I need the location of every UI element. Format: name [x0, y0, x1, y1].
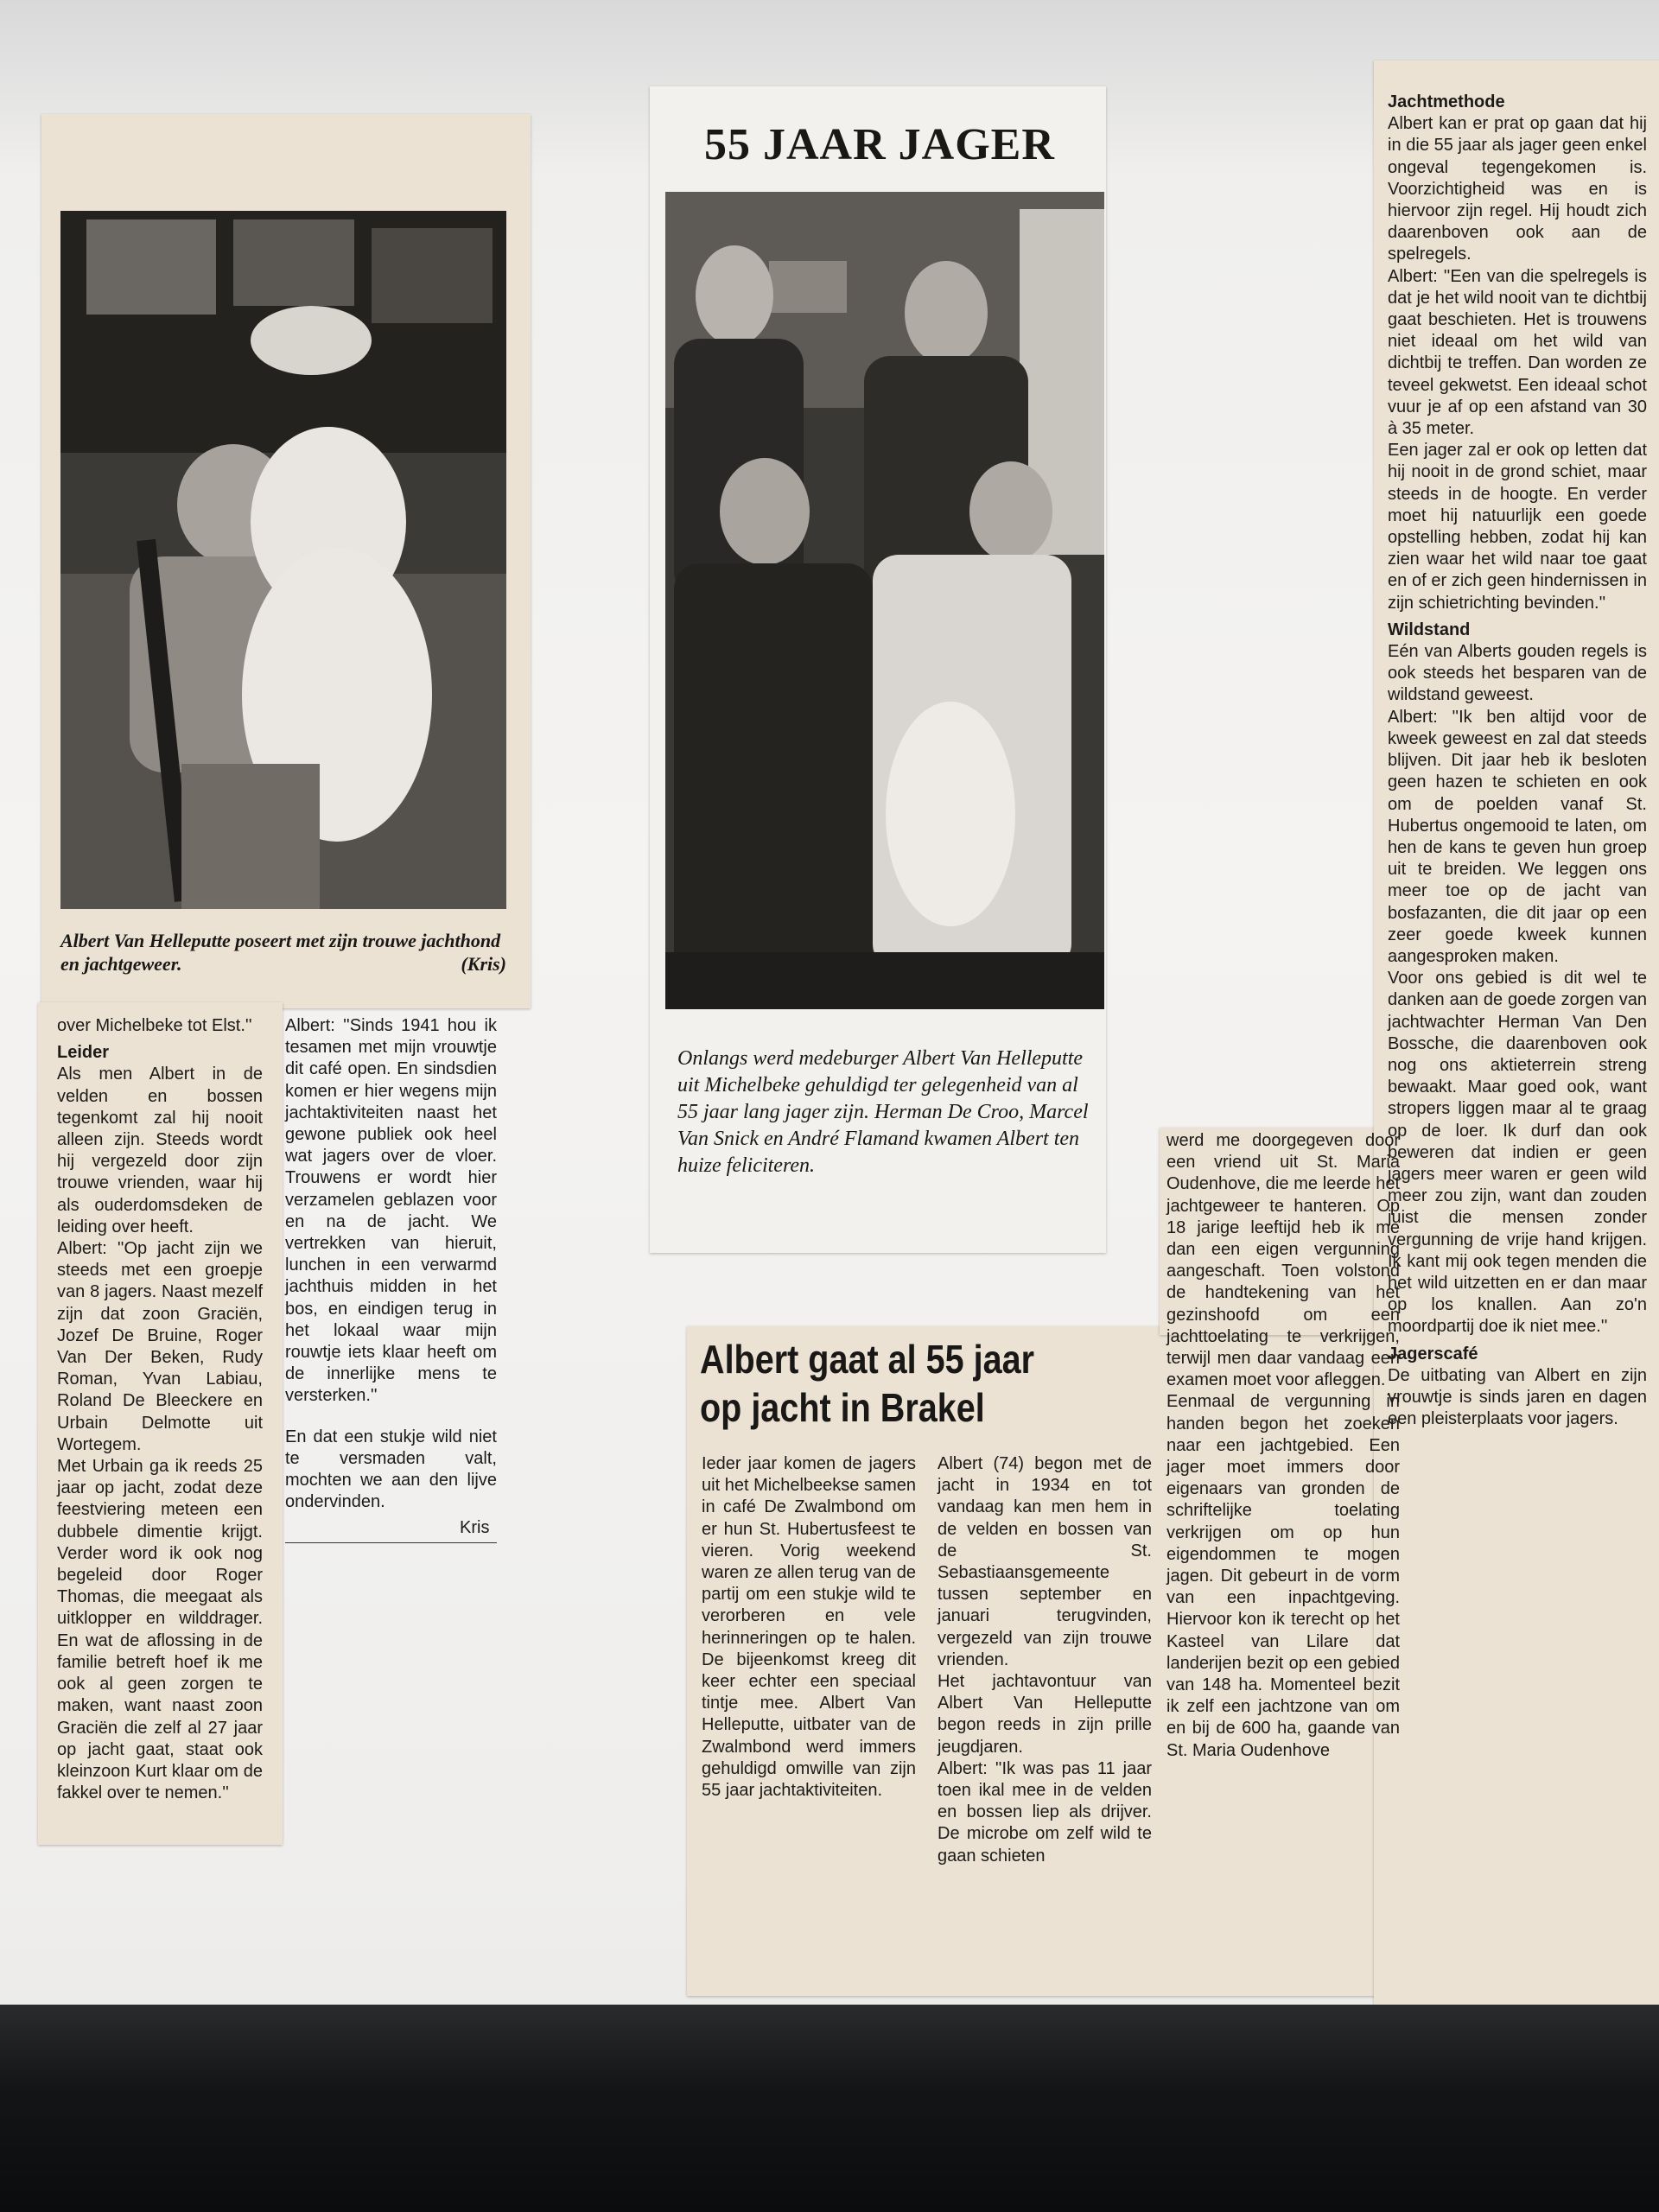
right-subheading-jagerscafe: Jagerscafé	[1388, 1344, 1478, 1363]
left-caption-credit: (Kris)	[461, 953, 506, 975]
main-col3-para: werd me doorgegeven door een vriend uit St. Maria Oudenhove, die me leerde het jachtgeweer te hanteren. Op 18 jarige leeftijd heb ik me dan een eigen vergunning aangeschaft. Toen volstond de handtekening van het gezinshoofd om een jachttoelating te verkrijgen, terwijl men daar vandaag een examen moet voor afleggen.	[1166, 1131, 1400, 1390]
main-article-column-2	[938, 1453, 1152, 1866]
main-article-column-3	[1166, 1130, 1400, 1852]
center-photo-caption: Onlangs werd medeburger Albert Van Helleputte uit Michelbeke gehuldigd ter gelegenheid van al 55 jaar lang jager zijn. Herman De Croo, Marcel Van Snick en André Flamand kwamen Albert ten huize feliciteren.	[677, 1047, 1089, 1177]
left-article-credit: Kris	[460, 1518, 490, 1537]
left-col1-para: Albert: ''Op jacht zijn we steeds met een groepje van 8 jagers. Naast mezelf zijn dat zoon Graciën, Jozef De Bruine, Roger Van Der Beken, Rudy Roman, Yvan Labiau, Roland De Bleeckere en Urbain Delmotte uit Wortegem.	[57, 1239, 263, 1454]
left-col2-para: En dat een stukje wild niet te versmaden valt, mochten we aan den lijve ondervinden.	[285, 1427, 497, 1512]
hunter-with-dog-illustration	[60, 211, 506, 909]
right-para: Albert kan er prat op gaan dat hij in die 55 jaar als jager geen enkel ongeval tegengekomen is. Voorzichtigheid was en is hiervoor zijn regel. Hij houdt zich daarenboven ook aan de spelregels.	[1388, 114, 1647, 264]
left-article-column-1	[57, 1015, 263, 1827]
right-article-column	[1388, 86, 1647, 1832]
main-col2-para: Albert (74) begon met de jacht in 1934 en tot vandaag kan men hem in de velden en bossen van de St. Sebastiaansgemeente tussen september en januari terugvinden, vergezeld van zijn trouwe vrienden.	[938, 1454, 1152, 1669]
hunter-with-dog-photo	[60, 211, 506, 909]
left-caption-text: Albert Van Helleputte poseert met zijn trouwe jachthond en jachtgeweer.	[60, 930, 501, 975]
main-article-column-1	[702, 1453, 916, 1851]
left-col1-subheading-leider: Leider	[57, 1043, 110, 1063]
right-para: Een jager zal er ook op letten dat hij nooit in de grond schiet, maar steeds in de hoogte. En verder moet hij natuurlijk een goede opstelling hebben, zodat hij kan zien waar het wild naar toe gaat en of er zich geen hindernissen in zijn schietrichting bevinden.''	[1388, 441, 1647, 613]
left-col2-para: Albert: ''Sinds 1941 hou ik tesamen met mijn vrouwtje dit café open. En sindsdien komen er hier wegens mijn jachtaktiviteiten naast het gewone publiek ook heel wat jagers over de vloer. Trouwens er wordt hier verzamelen geblazen voor en na de jacht. We vertrekken van hieruit, lunchen in een verwarmd jachthuis midden in het bos, en eindigen terug in het lokaal waar mijn rouwtje iets klaar heeft om de innerlijke mens te versterken.''	[285, 1016, 497, 1406]
right-para: Eén van Alberts gouden regels is ook steeds het besparen van de wildstand geweest.	[1388, 642, 1647, 705]
main-headline-line-1: Albert gaat al 55 jaar	[700, 1337, 1034, 1382]
left-article-column-2	[285, 1015, 497, 1516]
group-photo	[665, 192, 1104, 1009]
left-col1-para: Als men Albert in de velden en bossen tegenkomt zal hij nooit alleen zijn. Steeds wordt hij vergezeld door zijn trouwe vrienden, waar hij als ouderdomsdeken de leiding over heeft.	[57, 1065, 263, 1236]
right-para: Albert: ''Ik ben altijd voor de kweek geweest en zal dat steeds blijven. Dit jaar heb ik besloten geen hazen te schieten en ook om de poelden vanaf St. Hubertus ongemooid te laten, om hen de kans te geven hun groep uit te breiden. We leggen ons meer toe op de jacht van bosfazanten, die dit jaar op een zeer goede kweek kunnen aangesproken maken.	[1388, 707, 1647, 966]
left-col1-para: Met Urbain ga ik reeds 25 jaar op jacht, zodat deze feestviering meteen een dubbele dimentie krijgt. Verder word ik ook nog begeleid door Roger Thomas, die meegaat als uitklopper en wilddrager. En wat de aflossing in de familie betreft hoef ik me ook al geen zorgen te maken, want naast zoon Graciën die zelf al 27 jaar op jacht gaat, staat ook kleinzoon Kurt klaar om de fakkel over te nemen.''	[57, 1457, 263, 1803]
right-para: Albert: ''Een van die spelregels is dat je het wild nooit van te dichtbij gaat beschieten. Het is trouwens niet ideaal om het wild van dichtbij te treffen. Dan worden ze teveel gekwetst. Een ideaal schot vuur je af op een afstand van 30 à 35 meter.	[1388, 266, 1647, 439]
group-photo-illustration	[665, 192, 1104, 1009]
right-para: De uitbating van Albert en zijn vrouwtje is sinds jaren en dagen een pleisterplaats voor jagers.	[1388, 1365, 1647, 1429]
main-headline-line-2: op jacht in Brakel	[700, 1385, 985, 1430]
left-col1-para: over Michelbeke tot Elst.''	[57, 1016, 252, 1035]
left-photo-caption	[60, 929, 506, 976]
main-headline	[700, 1335, 1034, 1432]
main-col2-para: Albert: ''Ik was pas 11 jaar toen ikal mee in de velden en bossen liep als drijver. De microbe om zelf wild te gaan schieten	[938, 1758, 1152, 1866]
dark-background-band	[0, 2005, 1659, 2212]
right-para: Voor ons gebied is dit wel te danken aan de goede zorgen van jachtwachter Herman Van Den Bossche, die daarenboven ook nog ons aktieterrein streng bewaakt. Maar goed ook, want stropers liggen maar al te graag op de loer. Ik durf dan ook beweren dat indien er geen jagers meer waren er geen wild meer zou zijn, want dan zouden juist die mensen zonder vergunning de vrije hand krijgen. Ik kant mij ook tegen menden die het wild uitzetten en er dan maar op los knallen. Aan zo'n moordpartij doe ik niet mee.''	[1388, 969, 1647, 1337]
right-subheading-jachtmethode: Jachtmethode	[1388, 92, 1505, 111]
left-article-end-rule	[285, 1542, 497, 1543]
main-col1-para: Ieder jaar komen de jagers uit het Michelbeekse samen in café De Zwalmbond om er hun St. Hubertusfeest te vieren. Vorig weekend waren ze allen terug van de partij om een stukje wild te verorberen en vele herinneringen op te halen. De bijeenkomst kreeg dit keer echter een speciaal tintje mee. Albert Van Helleputte, uitbater van de Zwalmbond werd immers gehuldigd omwille van zijn 55 jaar jachtaktiviteiten.	[702, 1454, 916, 1801]
main-col2-para: Het jachtavontuur van Albert Van Helleputte begon reeds in zijn prille jeugdjaren.	[938, 1672, 1152, 1757]
right-subheading-wildstand: Wildstand	[1388, 620, 1471, 639]
main-col3-para: Eenmaal de vergunning in handen begon het zoeken naar een jachtgebied. Een jager moet immers door eigenaars van gronden de schriftelijke toelating verkrijgen om op hun eigendommen te mogen jagen. Dit gebeurt in de vorm van een inpachtgeving. Hiervoor kon ik terecht op het Kasteel van Lilare dat landerijen bezit op een gebied van 148 ha. Momenteel bezit ik zelf een jachtzone van om en bij de 600 ha, gaande van St. Maria Oudenhove	[1166, 1392, 1400, 1760]
center-headline: 55 JAAR JAGER	[704, 120, 1055, 169]
